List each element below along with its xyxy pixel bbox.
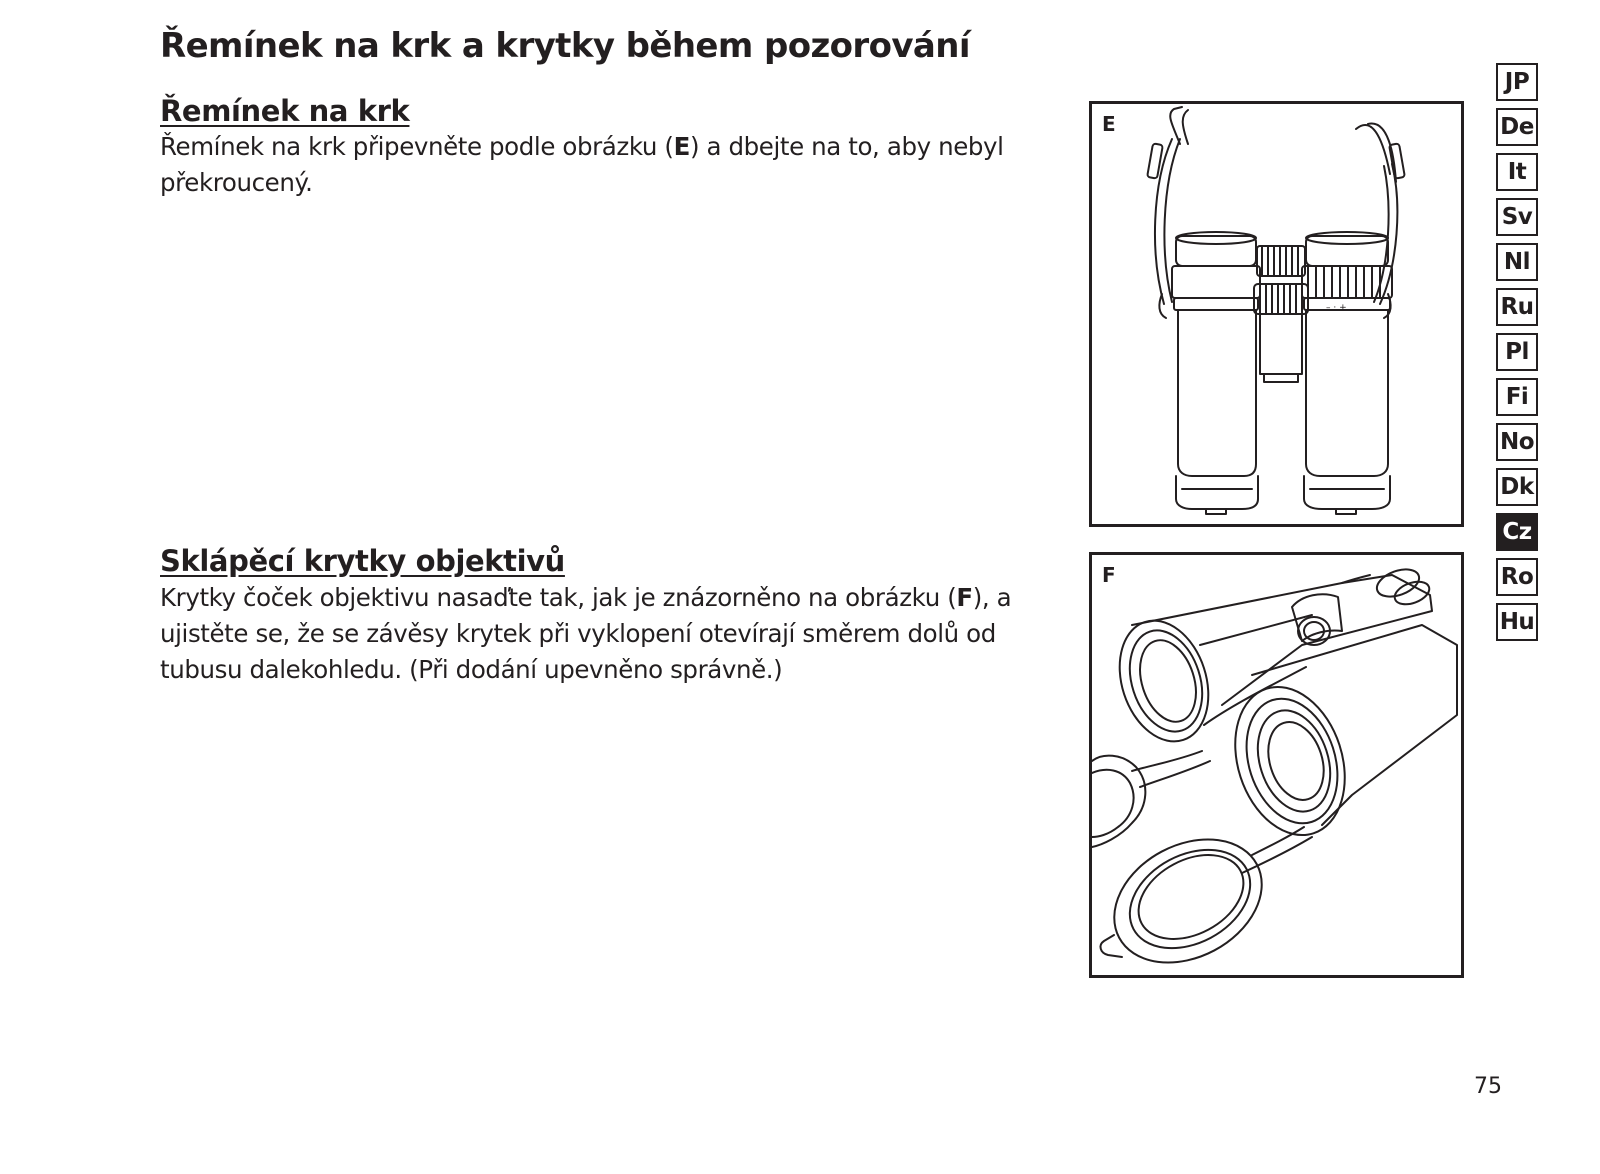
figure-label-e: E — [1102, 112, 1116, 136]
language-tab-nl[interactable]: Nl — [1496, 243, 1538, 281]
language-tab-ru[interactable]: Ru — [1496, 288, 1538, 326]
page-number: 75 — [1474, 1074, 1502, 1099]
language-tab-fi[interactable]: Fi — [1496, 378, 1538, 416]
section-text-neck-strap: Řemínek na krk připevněte podle obrázku (E) a dbejte na to, aby nebyl překroucený. — [160, 132, 1004, 197]
page-title: Řemínek na krk a krytky během pozorování — [160, 26, 970, 66]
figure-f — [1089, 552, 1464, 978]
language-tab-sv[interactable]: Sv — [1496, 198, 1538, 236]
language-tab-jp[interactable]: JP — [1496, 63, 1538, 101]
language-tab-dk[interactable]: Dk — [1496, 468, 1538, 506]
figure-e — [1089, 101, 1464, 527]
language-tab-no[interactable]: No — [1496, 423, 1538, 461]
binoculars-with-neck-strap-illustration-icon — [1092, 104, 1461, 524]
language-tabs — [1496, 63, 1538, 648]
language-tab-ro[interactable]: Ro — [1496, 558, 1538, 596]
language-tab-de[interactable]: De — [1496, 108, 1538, 146]
figure-reference-f: F — [956, 583, 973, 612]
section-heading-neck-strap: Řemínek na krk — [160, 94, 410, 128]
language-tab-pl[interactable]: Pl — [1496, 333, 1538, 371]
binoculars-with-objective-lens-covers-illustration-icon — [1092, 555, 1461, 975]
figure-label-f: F — [1102, 563, 1116, 587]
section-text-lens-covers: Krytky čoček objektivu nasaďte tak, jak je znázorněno na obrázku (F), a ujistěte se, že se závěsy krytek při vyklopení otevírají směrem dolů od tubusu dalekohledu. (Při dodání upevněno správně.) — [160, 583, 1012, 684]
language-tab-hu[interactable]: Hu — [1496, 603, 1538, 641]
section-heading-lens-covers: Sklápěcí krytky objektivů — [160, 544, 565, 578]
language-tab-cz[interactable]: Cz — [1496, 513, 1538, 551]
figure-reference-e: E — [673, 132, 690, 161]
language-tab-it[interactable]: It — [1496, 153, 1538, 191]
diopter-scale-marks: – · + — [1326, 303, 1347, 313]
